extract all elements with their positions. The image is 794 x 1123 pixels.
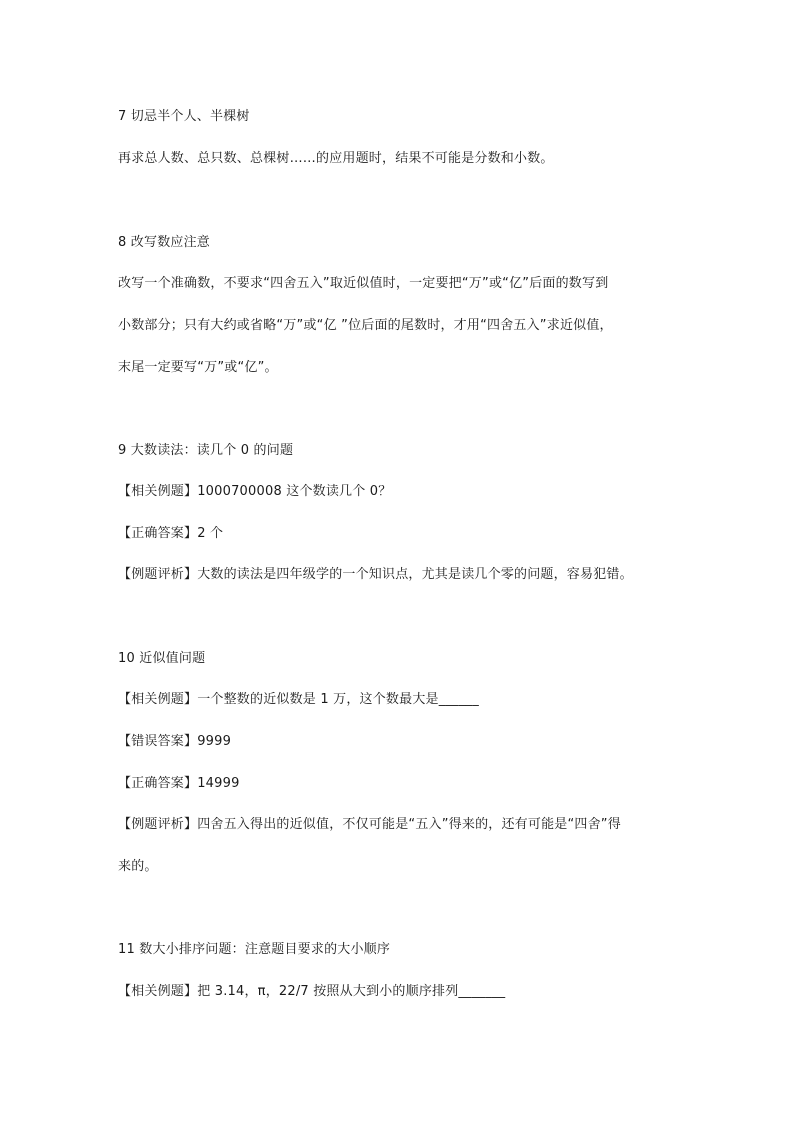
section-10-analysis-line-1: 【例题评析】四舍五入得出的近似值，不仅可能是“五入”得来的，还有可能是“四舍”得 [118, 817, 621, 832]
section-11-heading: 11 数大小排序问题：注意题目要求的大小顺序 [118, 942, 391, 957]
section-10-heading: 10 近似值问题 [118, 651, 206, 666]
section-9-heading: 9 大数读法：读几个 0 的问题 [118, 443, 294, 458]
section-10-analysis-line-2: 来的。 [118, 859, 158, 874]
section-10-correct-answer: 【正确答案】14999 [118, 776, 240, 791]
section-8-paragraph-line-1: 改写一个准确数，不要求“四舍五入”取近似值时，一定要把“万”或“亿”后面的数写到 [118, 276, 609, 291]
section-10-wrong-answer: 【错误答案】9999 [118, 734, 232, 749]
section-9-example: 【相关例题】1000700008 这个数读几个 0？ [118, 484, 392, 499]
section-8-paragraph-line-3: 末尾一定要写“万”或“亿”。 [118, 360, 278, 375]
section-9-correct-answer: 【正确答案】2 个 [118, 526, 224, 541]
section-8-heading: 8 改写数应注意 [118, 235, 211, 250]
section-7-paragraph: 再求总人数、总只数、总棵树……的应用题时，结果不可能是分数和小数。 [118, 151, 554, 166]
section-8-paragraph-line-2: 小数部分；只有大约或省略“万”或“亿 ”位后面的尾数时，才用“四舍五入”求近似值， [118, 318, 613, 333]
section-7-heading: 7 切忌半个人、半棵树 [118, 109, 250, 124]
section-11-example: 【相关例题】把 3.14，π，22/7 按照从大到小的顺序排列_______ [118, 984, 506, 999]
section-10-example: 【相关例题】一个整数的近似数是 1 万，这个数最大是______ [118, 692, 479, 707]
section-9-analysis: 【例题评析】大数的读法是四年级学的一个知识点，尤其是读几个零的问题，容易犯错。 [118, 567, 633, 582]
